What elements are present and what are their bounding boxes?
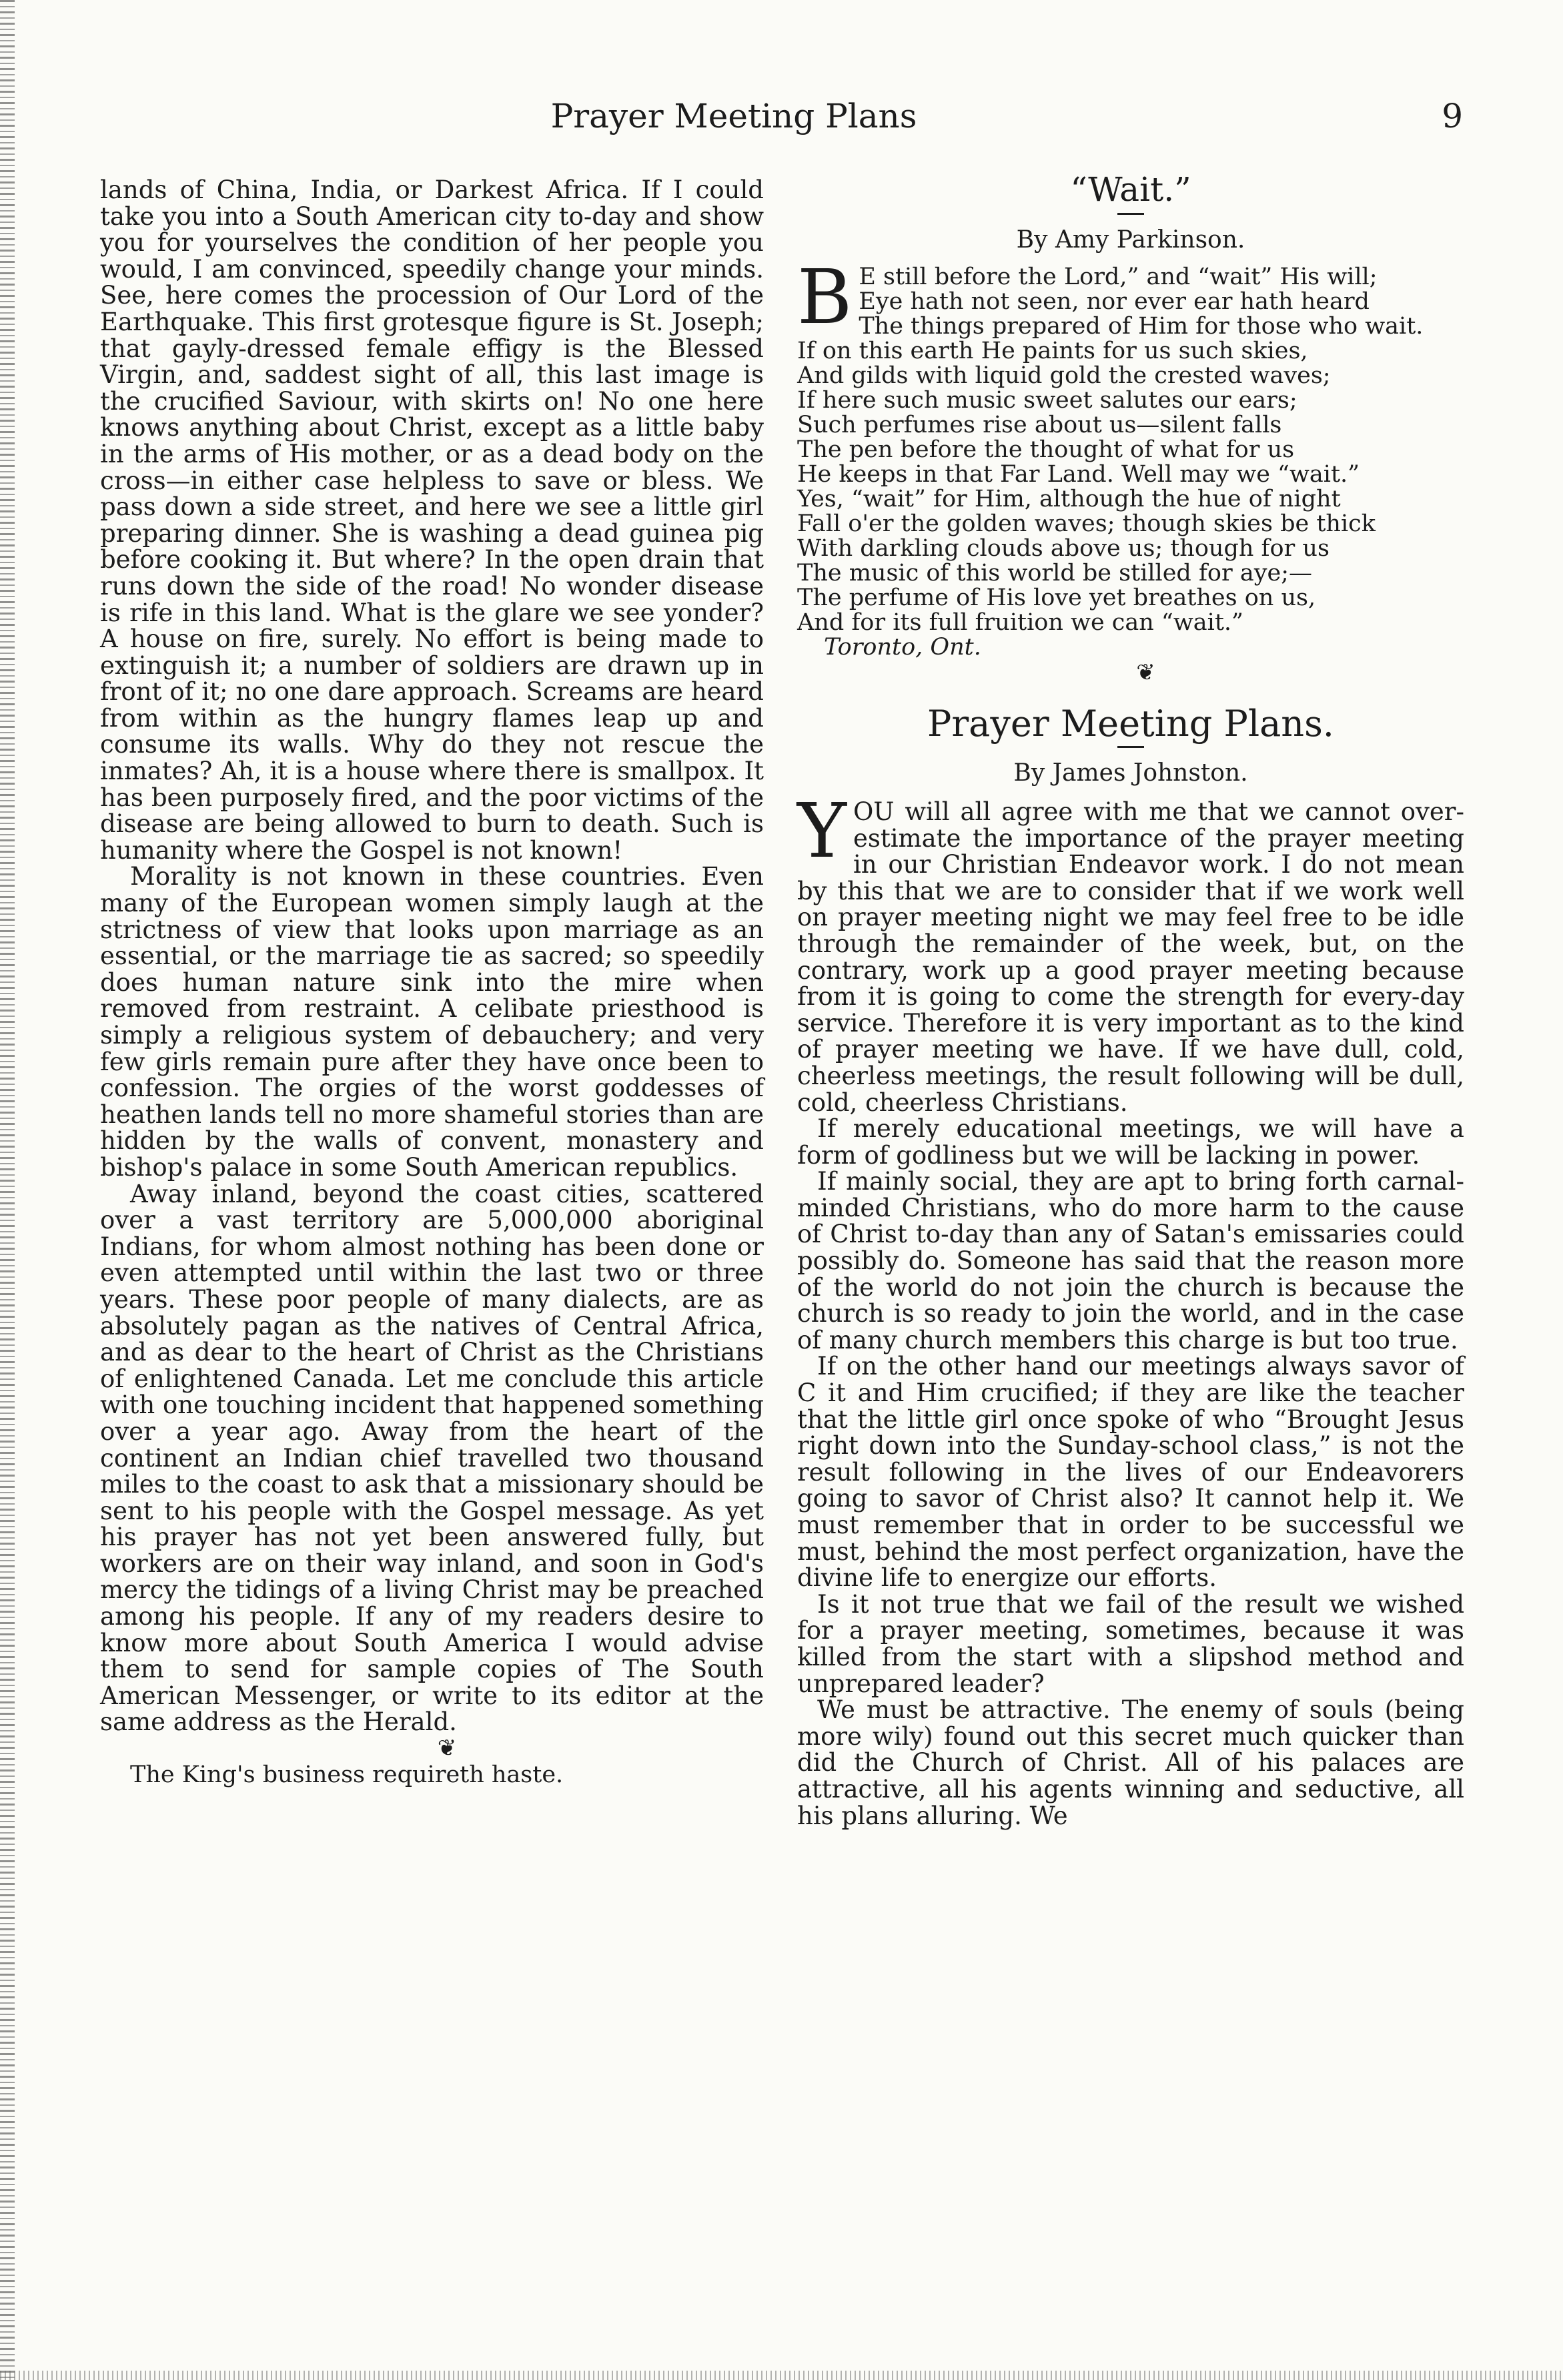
ornament-icon: ❦ bbox=[1136, 659, 1155, 687]
page-bottom-edge bbox=[0, 2371, 1563, 2380]
title-rule bbox=[1117, 746, 1144, 748]
left-paragraph-3: Away inland, beyond the coast cities, scattered over a vast territory are 5,000,000 aboriginal Indians, for whom almost nothing has been done or even attempted until within the last two or three years. These poor people of many dialects, are as absolutely pagan as the natives of Central Africa, and as dear to the heart of Christ as the Christians of enlightened Canada. Let me conclude this article with one touching incident that happened something over a year ago. Away from the heart of the continent an Indian chief travelled two thousand miles to the coast to ask that a missionary should be sent to his people with the Gospel message. As yet his prayer has not yet been answered fully, but workers are on their way inland, and soon in God's mercy the tidings of a living Christ may be preached among his people. If any of my readers desire to know more about South America I would advise them to send for sample copies of The South American Messenger, or write to its editor at the same address as the Herald. bbox=[100, 1179, 764, 1737]
running-title: Prayer Meeting Plans bbox=[550, 97, 917, 135]
article-byline: By James Johnston. bbox=[1013, 759, 1248, 787]
poem-line: Fall o'er the golden waves; though skies be thick bbox=[797, 510, 1376, 538]
article-dropcap: Y bbox=[797, 787, 847, 875]
poem-line: And gilds with liquid gold the crested waves; bbox=[797, 362, 1331, 390]
poem-line: The music of this world be stilled for aye;— bbox=[797, 560, 1312, 587]
poem-line: The perfume of His love yet breathes on us, bbox=[797, 584, 1316, 612]
article-paragraph-6: We must be attractive. The enemy of souls (being more wily) found out this secret much quicker than did the Church of Christ. All of his palaces are attractive, all his agents winning and seductive, all his plans alluring. We bbox=[797, 1695, 1464, 1830]
closing-line: The King's business requireth haste. bbox=[130, 1761, 564, 1788]
poem-dropcap: B bbox=[797, 254, 853, 342]
poem-line: E still before the Lord,” and “wait” His will; bbox=[859, 264, 1378, 291]
poem-body bbox=[797, 254, 1464, 661]
poem-line: With darkling clouds above us; though for us bbox=[797, 535, 1330, 562]
poem-place: Toronto, Ont. bbox=[824, 634, 981, 661]
left-paragraph-1: lands of China, India, or Darkest Africa. If I could take you into a South American city to-day and show you for yourselves the condition of her people you would, I am convinced, speedily change your minds. See, here comes the procession of Our Lord of the Earthquake. This first grotesque figure is St. Joseph; that gayly-dressed female effigy is the Blessed Virgin, and, saddest sight of all, this last image is the crucified Saviour, with skirts on! No one here knows anything about Christ, except as a little baby in the arms of His mother, or as a dead body on the cross—in either case helpless to save or bless. We pass down a side street, and here we see a little girl preparing dinner. She is washing a dead guinea pig before cooking it. But where? In the open drain that runs down the side of the road! No wonder disease is rife in this land. What is the glare we see yonder? A house on fire, surely. No effort is being made to extinguish it; a number of soldiers are drawn up in front of it; no one dare approach. Screams are heard from within as the hungry flames leap up and consume its walls. Why do they not rescue the inmates? Ah, it is a house where there is smallpox. It has been purposely fired, and the poor victims of the disease are being allowed to burn to death. Such is humanity where the Gospel is not known! bbox=[100, 175, 764, 865]
article-paragraph-1: OU will all agree with me that we cannot over-estimate the importance of the prayer meeting in our Christian Endeavor work. I do not mean by this that we are to consider that if we work well on prayer meeting night we may feel free to be idle through the remainder of the week, but, on the contrary, work up a good prayer meeting because from it is going to come the strength for every-day service. Therefore it is very important as to the kind of prayer meeting we have. If we have dull, cold, cheerless meetings, the result following will be dull, cold, cheerless Christians. bbox=[797, 797, 1464, 1117]
title-rule bbox=[1117, 213, 1144, 215]
poem-line: Yes, “wait” for Him, although the hue of night bbox=[797, 486, 1341, 513]
poem-line: Such perfumes rise about us—silent falls bbox=[797, 412, 1282, 439]
poem-line: If on this earth He paints for us such skies, bbox=[797, 338, 1308, 365]
article-paragraph-2: If merely educational meetings, we will have a form of godliness but we will be lacking in power. bbox=[797, 1114, 1464, 1170]
poem-line: The pen before the thought of what for us bbox=[797, 436, 1295, 464]
binding-edge bbox=[0, 0, 15, 2380]
article-body bbox=[797, 787, 1464, 1830]
right-column bbox=[797, 170, 1464, 1830]
left-paragraph-2: Morality is not known in these countries. Even many of the European women simply laugh at the strictness of view that looks upon marriage as an essential, or the marriage tie as sacred; so speedily does human nature sink into the mire when removed from restraint. A celibate priesthood is simply a religious system of debauchery; and very few girls remain pure after they have once been to confession. The orgies of the worst goddesses of heathen lands tell no more shameful stories than are hidden by the walls of convent, monastery and bishop's palace in some South American republics. bbox=[100, 862, 764, 1182]
left-column bbox=[100, 177, 764, 1788]
poem-title: “Wait.” bbox=[1070, 170, 1191, 209]
running-head bbox=[0, 90, 1563, 143]
poem-line: And for its full fruition we can “wait.” bbox=[797, 609, 1243, 637]
article-paragraph-5: Is it not true that we fail of the result we wished for a prayer meeting, sometimes, because it was killed from the start with a slipshod method and unprepared leader? bbox=[797, 1589, 1464, 1698]
poem-line: He keeps in that Far Land. Well may we “wait.” bbox=[797, 461, 1360, 488]
poem-line: If here such music sweet salutes our ears; bbox=[797, 387, 1297, 414]
poem-line: The things prepared of Him for those who wait. bbox=[859, 313, 1424, 340]
poem-line: Eye hath not seen, nor ever ear hath heard bbox=[859, 288, 1370, 316]
article-paragraph-4: If on the other hand our meetings always savor of C it and Him crucified; if they are like the teacher that the little girl once spoke of who “Brought Jesus right down into the Sunday-school class,” is not the result following in the lives of our Endeavorers going to savor of Christ also? It cannot help it. We must remember that in order to be successful we must, behind the most perfect organization, have the divine life to energize our efforts. bbox=[797, 1352, 1464, 1593]
article-paragraph-3: If mainly social, they are apt to bring forth carnal-minded Christians, who do more harm to the cause of Christ to-day than any of Satan's emissaries could possibly do. Someone has said that the reason more of the world do not join the church is because the church is so ready to join the world, and in the case of many church members this charge is but too true. bbox=[797, 1167, 1464, 1354]
article-title: Prayer Meeting Plans. bbox=[927, 702, 1334, 745]
page-number: 9 bbox=[1442, 97, 1463, 135]
ornament-icon: ❦ bbox=[437, 1735, 457, 1762]
poem-byline: By Amy Parkinson. bbox=[1016, 226, 1245, 254]
